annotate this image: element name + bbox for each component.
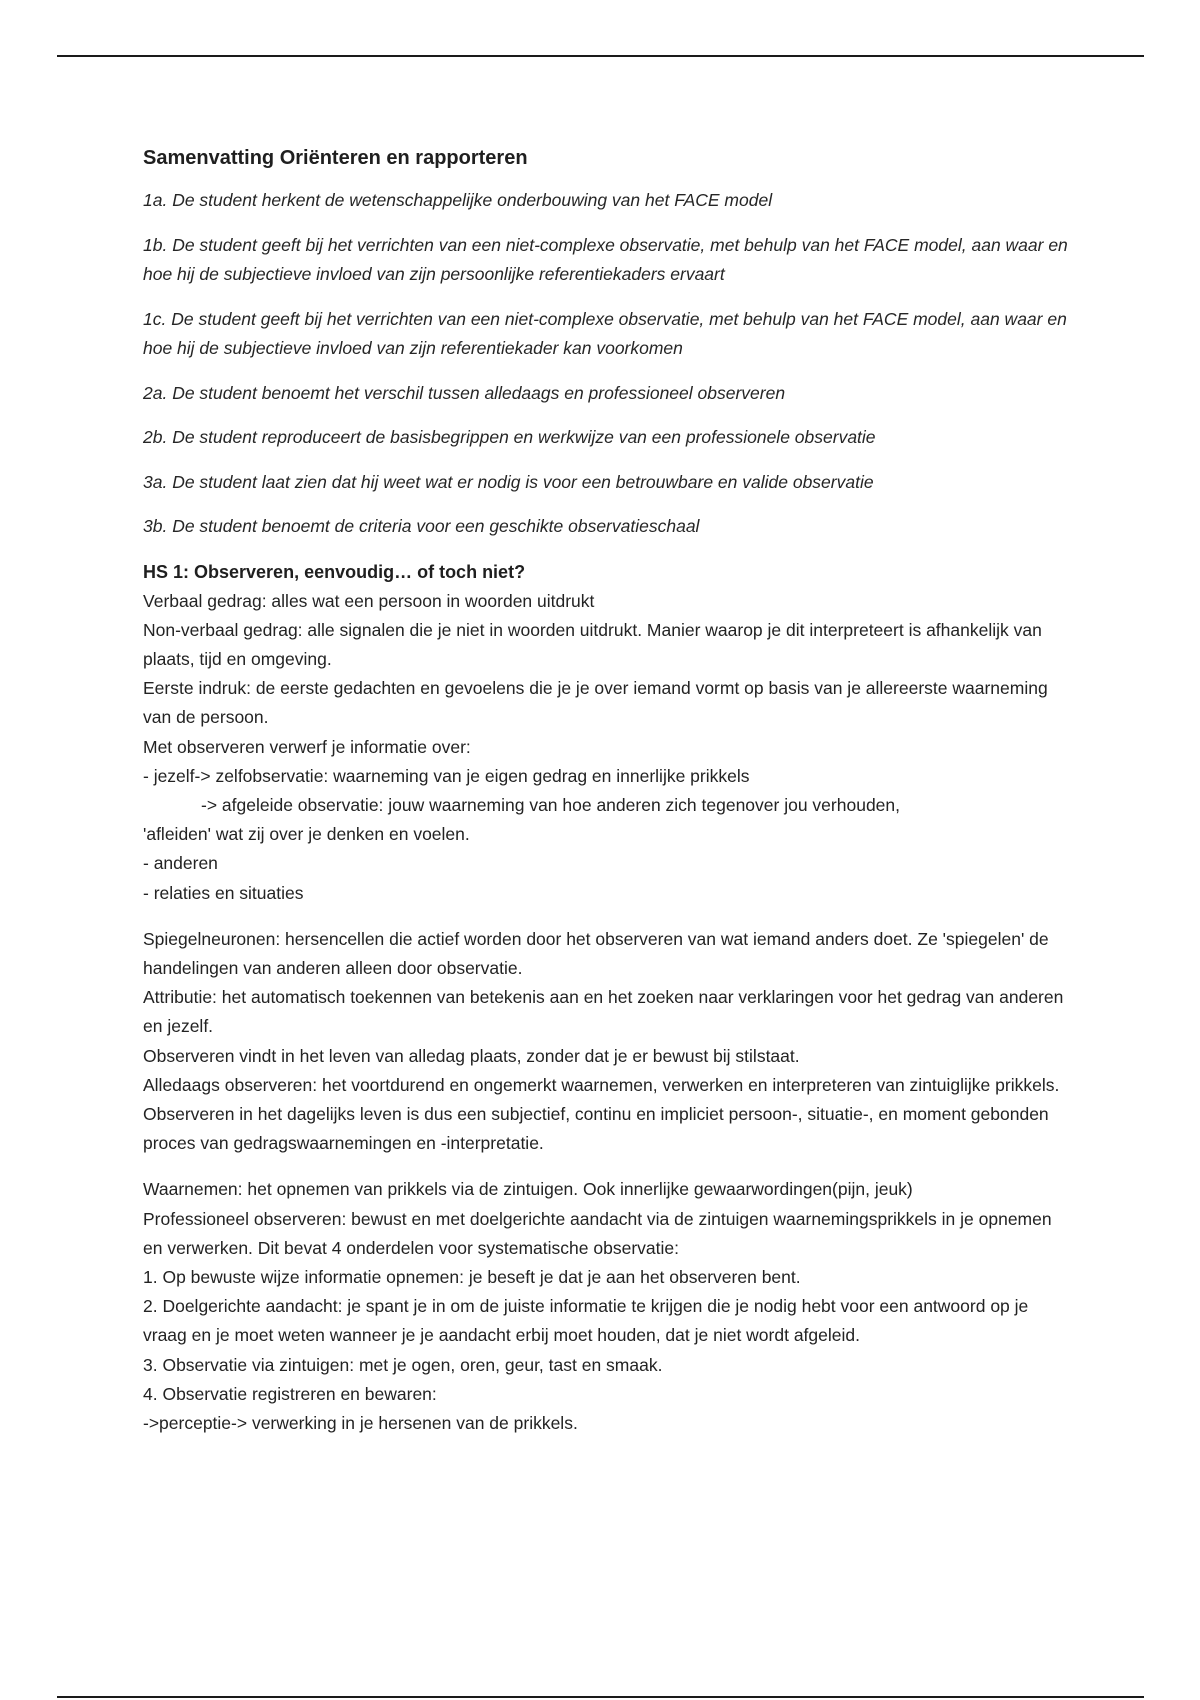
objective-1a: 1a. De student herkent de wetenschappelijke onderbouwing van het FACE model <box>143 190 773 210</box>
objective-2b: 2b. De student reproduceert de basisbegrippen en werkwijze van een professionele observatie <box>143 427 876 447</box>
indented-line: -> afgeleide observatie: jouw waarneming van hoe anderen zich tegenover jou verhouden, <box>201 794 901 815</box>
text-line: Observeren in het dagelijks leven is dus een subjectief, continu en impliciet persoon-, situatie-, en moment gebonden proces van gedragswaarnemingen en -interpretatie. <box>143 1103 1049 1154</box>
text-line: 1. Op bewuste wijze informatie opnemen: je beseft je dat je aan het observeren bent. <box>143 1266 801 1287</box>
objective-1c: 1c. De student geeft bij het verrichten van een niet-complexe observatie, met behulp van het FACE model, aan waar en hoe hij de subjectieve invloed van zijn referentiekader kan voorkomen <box>143 308 1067 358</box>
learning-objectives <box>143 186 1073 542</box>
text-line: ->perceptie-> verwerking in je hersenen van de prikkels. <box>143 1412 578 1433</box>
text-line: Met observeren verwerf je informatie over: <box>143 736 471 757</box>
section-heading: HS 1: Observeren, eenvoudig… of toch niet? <box>143 561 526 582</box>
objective-1b: 1b. De student geeft bij het verrichten van een niet-complexe observatie, met behulp van het FACE model, aan waar en hoe hij de subjectieve invloed van zijn persoonlijke referentiekaders ervaart <box>143 234 1068 284</box>
text-line: 4. Observatie registreren en bewaren: <box>143 1383 437 1404</box>
text-line: 3. Observatie via zintuigen: met je ogen, oren, geur, tast en smaak. <box>143 1354 663 1375</box>
text-line: Observeren vindt in het leven van alledag plaats, zonder dat je er bewust bij stilstaat. <box>143 1045 800 1066</box>
text-line: Non-verbaal gedrag: alle signalen die je niet in woorden uitdrukt. Manier waarop je dit interpreteert is afhankelijk van plaats, tijd en omgeving. <box>143 619 1042 669</box>
objective-2a: 2a. De student benoemt het verschil tussen alledaags en professioneel observeren <box>143 382 786 403</box>
text-line: Spiegelneuronen: hersencellen die actief worden door het observeren van wat iemand anders doet. Ze 'spiegelen' de handelingen van anderen alleen door observatie. <box>143 928 1049 978</box>
objective-3a: 3a. De student laat zien dat hij weet wat er nodig is voor een betrouwbare en valide observatie <box>143 471 874 492</box>
text-line: - anderen <box>143 853 218 874</box>
text-line: Professioneel observeren: bewust en met doelgerichte aandacht via de zintuigen waarnemingsprikkels in je opnemen en verwerken. Dit bevat 4 onderdelen voor systematische observatie: <box>143 1208 1052 1258</box>
text-line: Alledaags observeren: het voortdurend en ongemerkt waarnemen, verwerken en interpreteren van zintuiglijke prikkels. <box>143 1074 1060 1095</box>
text-line: Verbaal gedrag: alles wat een persoon in woorden uitdrukt <box>143 590 595 611</box>
text-line: Eerste indruk: de eerste gedachten en gevoelens die je je over iemand vormt op basis van je allereerste waarneming van de persoon. <box>143 678 1048 728</box>
footer-rule <box>57 1696 1144 1698</box>
text-line: Waarnemen: het opnemen van prikkels via de zintuigen. Ook innerlijke gewaarwordingen(pijn, jeuk) <box>143 1179 913 1200</box>
paragraph-block-1 <box>143 587 1073 908</box>
text-line: 'afleiden' wat zij over je denken en voelen. <box>143 824 470 845</box>
text-line: 2. Doelgerichte aandacht: je spant je in om de juiste informatie te krijgen die je nodig hebt voor een antwoord op je vraag en je moet weten wanneer je je aandacht erbij moet houden, dat je niet wordt afgeleid. <box>143 1296 1029 1346</box>
text-line: - jezelf-> zelfobservatie: waarneming van je eigen gedrag en innerlijke prikkels <box>143 765 750 786</box>
text-line: Attributie: het automatisch toekennen van betekenis aan en het zoeken naar verklaringen voor het gedrag van anderen en jezelf. <box>143 987 1064 1037</box>
paragraph-block-2 <box>143 925 1073 1159</box>
paragraph-block-3 <box>143 1175 1073 1438</box>
text-line: - relaties en situaties <box>143 882 304 903</box>
objective-3b: 3b. De student benoemt de criteria voor een geschikte observatieschaal <box>143 516 700 536</box>
header-rule <box>57 55 1144 57</box>
document-page <box>143 144 1073 1455</box>
document-title: Samenvatting Oriënteren en rapporteren <box>143 147 528 169</box>
